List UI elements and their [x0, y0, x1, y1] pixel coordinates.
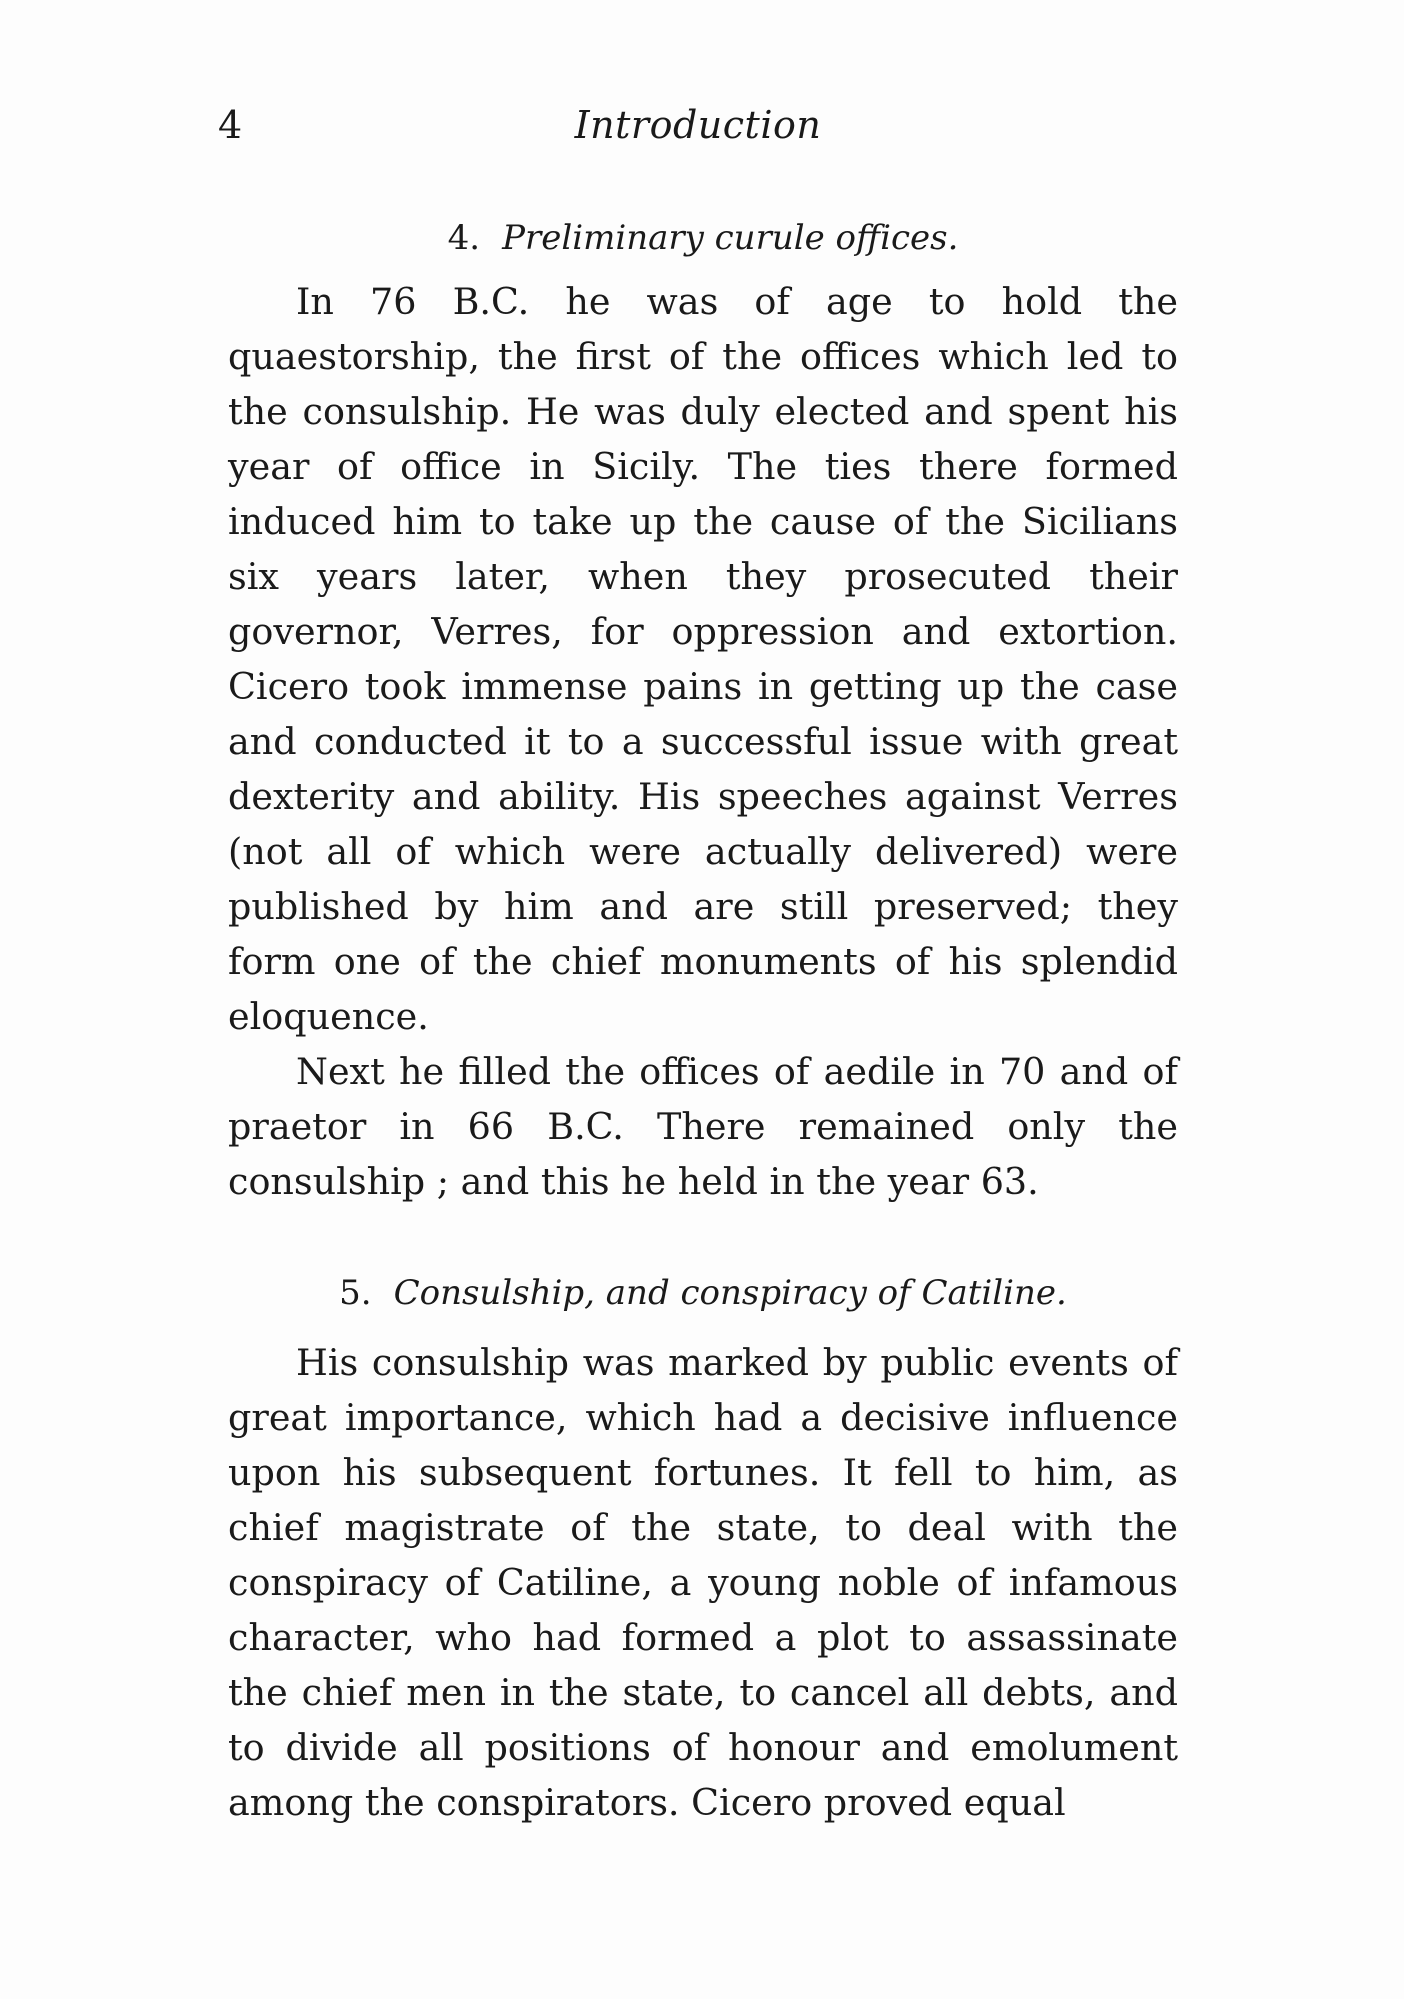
section-heading: [228, 210, 1178, 266]
section-5: [228, 1265, 1178, 1830]
section-number: 5.: [339, 1273, 372, 1313]
section-title: Preliminary curule offices.: [502, 218, 959, 258]
paragraph: In 76 B.C. he was of age to hold the quaestorship, the first of the offices which led to the consulship. He was duly elected and spent his year of office in Sicily. The ties there formed induced him to take up the cause of the Sicilians six years later, when they prosecuted their governor, Verres, for oppression and extortion. Cicero took immense pains in getting up the case and conducted it to a successful issue with great dexterity and ability. His speeches against Verres (not all of which were actually delivered) were published by him and are still preserved; they form one of the chief monuments of his splendid eloquence.: [228, 280, 1178, 1038]
page-number: 4: [218, 103, 243, 147]
section-title: Consulship, and conspiracy of Catiline.: [393, 1273, 1067, 1313]
paragraph: His consulship was marked by public events of great importance, which had a decisive influence upon his subsequent fortunes. It fell to him, as chief magistrate of the state, to deal with the conspiracy of Catiline, a young noble of infamous character, who had formed a plot to assassinate the chief men in the state, to cancel all debts, and to divide all positions of honour and emolument among the conspirators. Cicero proved equal: [228, 1341, 1178, 1824]
running-head: [218, 95, 1178, 155]
section-heading: [228, 1265, 1178, 1321]
section-4: [228, 210, 1178, 1209]
section-number: 4.: [447, 218, 481, 258]
running-title: Introduction: [574, 103, 822, 147]
paragraph: Next he filled the offices of aedile in 70 and of praetor in 66 B.C. There remained only the consulship ; and this he held in the year 63.: [228, 1050, 1178, 1203]
